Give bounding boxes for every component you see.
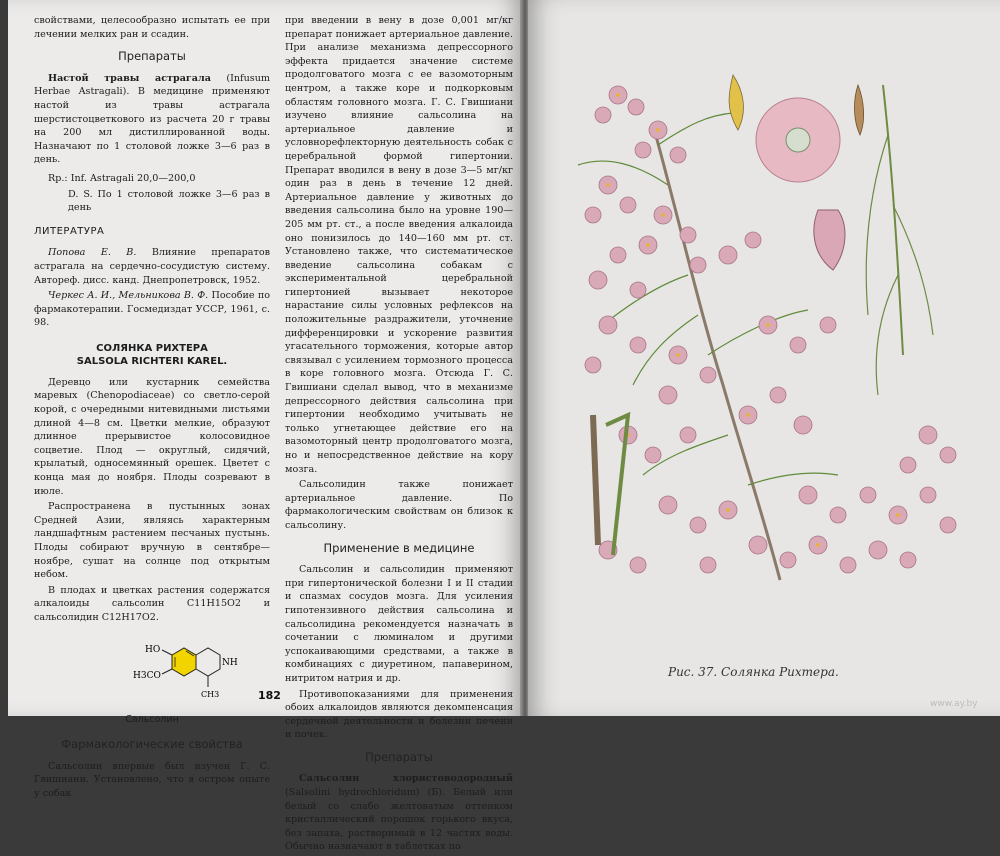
chemical-structure-icon (34, 631, 270, 711)
infusion-paragraph (34, 72, 270, 167)
literature-item-2 (34, 289, 270, 330)
pharmacology-text: Сальсолин впервые был изучен Г. С. Гвишиани. Установлено, что в остром опыте у собак (34, 760, 270, 799)
description-paragraph-2: Распространена в пустынных зонах Средней Азии, являясь характерным ландшафтным растением песчаных пустынь. Плоды собирают вручную в сентябре—ноябре, сушат на солнце под открытым небом. (34, 501, 270, 581)
figure-caption: Рис. 37. Солянка Рихтера. (668, 665, 839, 679)
infusion-title: Настой травы астрагала (48, 72, 211, 84)
page-number: 182 (258, 689, 281, 702)
salsolin-preparation-title: Сальсолин хлористоводородный (299, 773, 513, 785)
intro-text: свойствами, целесообразно испытать ее при лечении мелких ран и ссадин. (34, 15, 270, 40)
lit1-author: Попова Е. В. (48, 247, 137, 259)
chem-h3co-label: H3CO (133, 670, 161, 681)
plant-latin-name: SALSOLA RICHTERI KAREL. (76, 355, 228, 367)
left-column-1 (34, 14, 270, 803)
description-paragraph-1: Деревцо или кустарник семейства маревых (Chenopodiaceae) со светло-серой корой, с очередными нитевидными листьями длиной 4—8 см. Цветки мелкие, образуют длинное прерывистое колосовидное соцветие. Плод — округлый, сидячий, крылатый, односемянный орешек. Цветет с конца мая до ноября. Плоды созревают в июле. (34, 376, 270, 497)
contraindications-paragraph: Противопоказаниями для применения обоих алкалоидов являются декомпенсация сердечной деятельности и болезни печени и почек. (285, 688, 513, 741)
recipe-line-1: Rp.: Inf. Astragali 20,0—200,0 (48, 172, 196, 184)
pharmacology-heading: Фармакологические свойства (61, 737, 243, 752)
watermark: www.ay.by (930, 699, 978, 709)
lit2-text: Пособие по фармакотерапии. Госмедиздат УССР, 1961, с. 98. (34, 290, 270, 329)
lit2-author: Черкес А. И., Мельникова В. Ф. (48, 290, 209, 302)
literature-item-1 (34, 246, 270, 287)
salsolin-preparation-text: (Salsolini hydrochloridum) (Б). Белый или белый со слабо желтоватым оттенком кристаллический порошок горького вкуса, без запаха, растворимый в 12 частях воды. Обычно назначают в таблетках по (285, 787, 513, 853)
medicine-heading: Применение в медицине (323, 540, 475, 555)
lit1-text: Влияние препаратов астрагала на сердечно-сосудистую систему. Автореф. дисс. канд. Днепропетровск, 1952. (34, 247, 270, 286)
right-page (528, 0, 1000, 716)
preparations-heading-2: Препараты (365, 749, 433, 764)
infusion-text: В медицине применяют настой из травы астрагала шерстистоцветкового из расчета 20 г травы на 200 мл дистиллированной воды. Назначают по 1 столовой ложке 3—6 раз в день. (34, 86, 270, 166)
plant-name: СОЛЯНКА РИХТЕРА (96, 342, 208, 354)
salsolin-structure (34, 631, 270, 711)
preparations-heading: Препараты (118, 49, 186, 64)
recipe-line-2: D. S. По 1 столовой ложке 3—6 раз в день (68, 188, 270, 214)
chem-nh-label: NH (222, 657, 238, 668)
literature-heading: ЛИТЕРАТУРА (34, 225, 105, 237)
infusion-latin: (Infusum Herbae Astragali). (34, 72, 270, 98)
structure-caption: Сальсолин (125, 713, 179, 725)
salsolin-preparation-paragraph (285, 772, 513, 854)
left-page (8, 0, 522, 853)
chem-ho-label: HO (145, 644, 161, 655)
chem-ch3-label: CH3 (201, 689, 220, 699)
salsola-illustration-icon (548, 55, 978, 595)
description-paragraph-3: В плодах и цветках растения содержатся алкалоиды сальсолин C11H15O2 и сальсолидин C12H17O2. (34, 584, 270, 623)
medicine-paragraph: Сальсолин и сальсолидин применяют при гипертонической болезни I и II стадии и спазмах сосудов мозга. Для усиления гипотензивного действия сальсолина и сальсолидина рекомендуется назначать в сочетании с люминалом и другими успокаивающими средствами, а также в комбинациях с диуретином, папаверином, нитритом натрия и др. (285, 564, 513, 684)
left-column-2 (285, 14, 513, 856)
salsolidin-paragraph: Сальсолидин также понижает артериальное давление. По фармакологическим свойствам он близок к сальсолину. (285, 479, 513, 531)
pharmacology-continued: при введении в вену в дозе 0,001 мг/кг препарат понижает артериальное давление. При анализе механизма депрессорного эффекта придается значение системе продолговатого мозга с ее вазомоторным центром, а также коре и подкорковым областям головного мозга. Г. С. Гвишиани изучено влияние сальсолина на артериальное давление и условнорефлекторную деятельность собак с церебральной формой гипертонии. Препарат вводился в вену в дозе 3—5 мг/кг один раз в день в течение 12 дней. Артериальное давление у животных до введения сальсолина было на уровне 190—205 мм рт. ст., а после введения алкалоида оно понизилось до 140—160 мм рт. ст. Установлено также, что систематическое введение сальсолина собакам с экспериментальной церебральной гипертонией вызывает некоторое нарастание силы условных рефлексов на положительные раздражители, уточнение дифференцировки и ускорение развития угасательного торможения, которые автор связывал с усилением тормозного процесса в коре головного мозга. Отсюда Г. С. Гвишиани сделал вывод, что в механизме депрессорного действия сальсолина при гипертонии необходимо учитывать не только угнетающее действие его на вазомоторный центр продолговатого мозга, но и непосредственное действие на кору мозга. (285, 15, 513, 475)
